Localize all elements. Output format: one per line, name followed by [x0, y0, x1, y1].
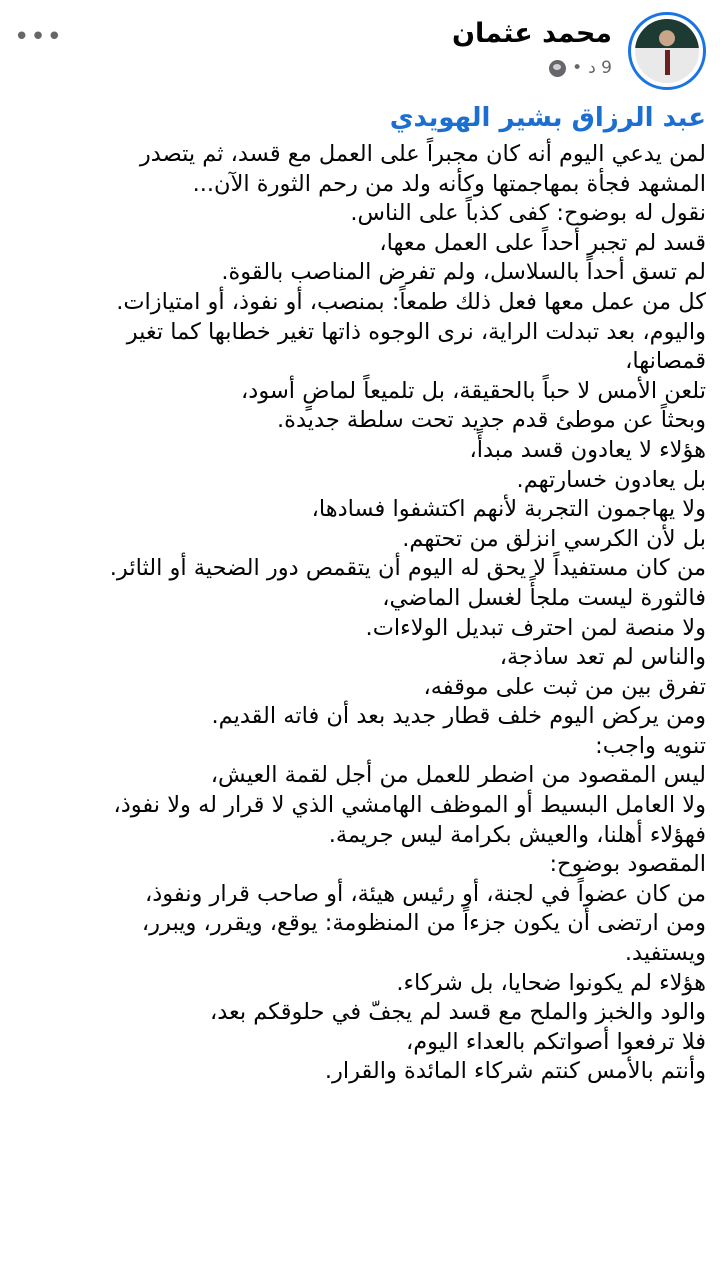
post-meta: [549, 58, 612, 78]
post-text-line: ولا منصة لمن احترف تبديل الولاءات.: [365, 614, 706, 641]
post-text-line: من كان مستفيداً لا يحق له اليوم أن يتقمص دور الضحية أو الثائر.: [109, 555, 706, 582]
post-text-line: هؤلاء لا يعادون قسد مبدأً،: [469, 436, 706, 463]
more-options-button[interactable]: •••: [14, 22, 64, 52]
avatar-photo: [635, 19, 699, 83]
post-text-line: وبحثاً عن موطئ قدم جديد تحت سلطة جديدة.: [277, 407, 706, 434]
post-text-line: ومن يركض اليوم خلف قطار جديد بعد أن فاته القديم.: [211, 703, 706, 730]
post-text-line: من كان عضواً في لجنة، أو رئيس هيئة، أو صاحب قرار ونفوذ،: [144, 880, 706, 907]
post-text-line: تنويه واجب:: [595, 732, 706, 759]
post-time[interactable]: 9 د: [588, 58, 612, 78]
post-text-line: ويستفيد.: [624, 940, 706, 967]
post-text-line: بل لأن الكرسي انزلق من تحتهم.: [402, 525, 706, 552]
post-text-line: نقول له بوضوح: كفى كذباً على الناس.: [350, 200, 706, 227]
post-text-line: هؤلاء لم يكونوا ضحايا، بل شركاء.: [396, 969, 706, 996]
post-text-line: والود والخبز والملح مع قسد لم يجفّ في حلوقكم بعد،: [209, 999, 706, 1026]
post-text-line: قمصانها،: [625, 348, 706, 375]
post-text-line: المشهد فجأة بمهاجمتها وكأنه ولد من رحم الثورة الآن...: [192, 170, 706, 197]
post-text-line: بل يعادون خسارتهم.: [516, 466, 706, 493]
post-text-line: قسد لم تجبر أحداً على العمل معها،: [379, 229, 706, 256]
post-text-line: كل من عمل معها فعل ذلك طمعاً: بمنصب، أو نفوذ، أو امتيازات.: [116, 288, 706, 315]
author-avatar[interactable]: [628, 12, 706, 90]
post-text-line: تلعن الأمس لا حباً بالحقيقة، بل تلميعاً لماضٍ أسود،: [241, 377, 706, 404]
post-text-line: لم تسق أحداً بالسلاسل، ولم تفرض المناصب بالقوة.: [221, 259, 706, 286]
post-text-line: ولا العامل البسيط أو الموظف الهامشي الذي لا قرار له ولا نفوذ،: [113, 792, 706, 819]
meta-separator: •: [572, 58, 583, 78]
post-text-line: ولا يهاجمون التجربة لأنهم اكتشفوا فسادها،: [311, 496, 706, 523]
post-text-line: فلا ترفعوا أصواتكم بالعداء اليوم،: [405, 1028, 706, 1055]
post-text: [6, 140, 706, 1087]
globe-icon: [549, 60, 566, 77]
post-text-line: تفرق بين من ثبت على موقفه،: [423, 673, 706, 700]
post-text-line: فهؤلاء أهلنا، والعيش بكرامة ليس جريمة.: [328, 821, 706, 848]
post-text-line: لمن يدعي اليوم أنه كان مجبراً على العمل مع قسد، ثم يتصدر: [139, 141, 706, 167]
mention-link[interactable]: عبد الرزاق بشير الهويدي: [389, 103, 706, 133]
post-text-line: والناس لم تعد ساذجة،: [499, 644, 706, 671]
post-text-line: واليوم، بعد تبدلت الراية، نرى الوجوه ذاتها تغير خطابها كما تغير: [126, 318, 706, 345]
post-text-line: وأنتم بالأمس كنتم شركاء المائدة والقرار.: [324, 1058, 706, 1085]
post-text-line: فالثورة ليست ملجأً لغسل الماضي،: [382, 584, 706, 611]
post-header: [0, 0, 720, 108]
post-text-line: المقصود بوضوح:: [549, 851, 706, 878]
author-name[interactable]: محمد عثمان: [451, 18, 612, 49]
post-text-line: ليس المقصود من اضطر للعمل من أجل لقمة العيش،: [210, 762, 706, 789]
post-text-line: ومن ارتضى أن يكون جزءاً من المنظومة: يوقع، ويقرر، ويبرر،: [141, 910, 706, 937]
